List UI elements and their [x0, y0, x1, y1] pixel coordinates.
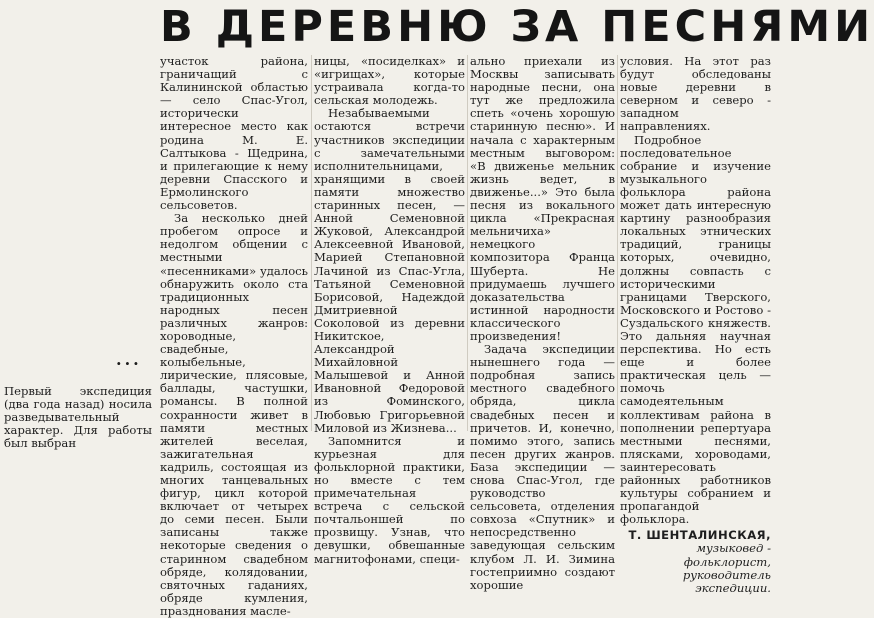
paragraph: За несколько дней пробегом опросе и недолгом общении с местными «песенниками» удалось обнаружить около ста традиционных народных песен различных жанров: хороводные, свадебные, колыбельные, лирические, плясовые, баллады, частушки, романсы. В полной сохранности живет в памяти местных жителей веселая, зажигательная кадриль, состоящая из многих танцевальных фигур, цикл которой включает от четырех до семи песен. Были записаны также некоторые сведения о старинном свадебном обряде, колядовании, святочных гаданиях, обряде кумления, празднования масле-	[160, 211, 308, 618]
paragraph: участок района, граничащий с Калининской областью — село Спас-Угол, исторически интересное место как родина М. Е. Салтыкова - Щедрина, и прилегающие к нему деревни Спасского и Ермолинского сельсоветов.	[160, 54, 308, 213]
column-divider	[311, 55, 312, 431]
paragraph: Незабываемыми остаются встречи участников экспедиции с замечательными исполнительницами, хранящими в своей памяти множество старинных песен, — Анной Семеновной Жуковой, Александрой Алексеевной Ивановой, Марией Степановной Лачиной из Спас-Угла, Татьяной Семеновной Борисовой, Надеждой Дмитриевной Соколовой из деревни Никитское, Александрой Михайловной Малышевой и Анной Ивановной Федоровой из Фоминского, Любовью Григорьевной Миловой из Жизнева...	[314, 106, 465, 435]
paragraph: условия. На этот раз будут обследованы новые деревни в северном и северо - западном направлениях.	[620, 54, 771, 134]
column-divider	[467, 55, 468, 431]
article-headline: В ДЕРЕВНЮ ЗА ПЕСНЯМИ	[160, 2, 874, 52]
separator-dots: ...	[116, 350, 142, 369]
paragraph: ницы, «посиделках» и «игрищах», которые устраивала когда-то сельская молодежь.	[314, 54, 465, 108]
article-column-2	[314, 54, 465, 566]
article-column-3	[470, 54, 615, 592]
paragraph: Запомнится и курьезная для фольклорной практики, но вместе с тем примечательная встреча с сельской почтальоншей по прозвищу. Узнав, что девушки, обвешанные магнитофонами, специ-	[314, 433, 465, 566]
left-column-fragment: Первый экспедиция (два года назад) носила разведывательный характер. Для работы был выбран	[4, 384, 152, 451]
article-column-1	[160, 54, 308, 618]
column-divider	[617, 55, 618, 431]
paragraph: ально приехали из Москвы записывать народные песни, она тут же предложила спеть «очень хорошую старинную песню». И начала с характерным местным выговором: «В движенье мельник жизнь ведет, в движенье...» Это была песня из вокального цикла «Прекрасная мельничиха» немецкого композитора Франца Шуберта. Не придумаешь лучшего доказательства истинной народности классического произведения!	[470, 54, 615, 343]
paragraph: Подробное последовательное собрание и изучение музыкального фольклора района может дать интересную картину разнообразия локальных этнических традиций, границы которых, очевидно, должны совпасть с историческими границами Тверского, Московского и Ростово - Суздальского княжеств. Это дальняя научная перспектива. Но есть еще и более практическая цель — помочь самодеятельным коллективам района в пополнении репертуара местными песнями, плясками, хороводами, заинтересовать районных работников культуры собранием и пропагандой фольклора.	[620, 132, 771, 527]
article-column-4	[620, 54, 771, 595]
author-signature	[620, 529, 771, 594]
author-role: музыковед - фольклорист, руководитель экспедиции.	[682, 541, 771, 595]
paragraph: Задача экспедиции нынешнего года — подробная запись местного свадебного обряда, цикла свадебных песен и причетов. И, конечно, помимо этого, запись песен других жанров. База экспедиции — снова Спас-Угол, где руководство сельсовета, отделения совхоза «Спутник» и непосредственно заведующая сельским клубом Л. И. Зимина гостеприимно создают хорошие	[470, 342, 615, 592]
author-name: Т. ШЕНТАЛИНСКАЯ,	[628, 528, 771, 543]
